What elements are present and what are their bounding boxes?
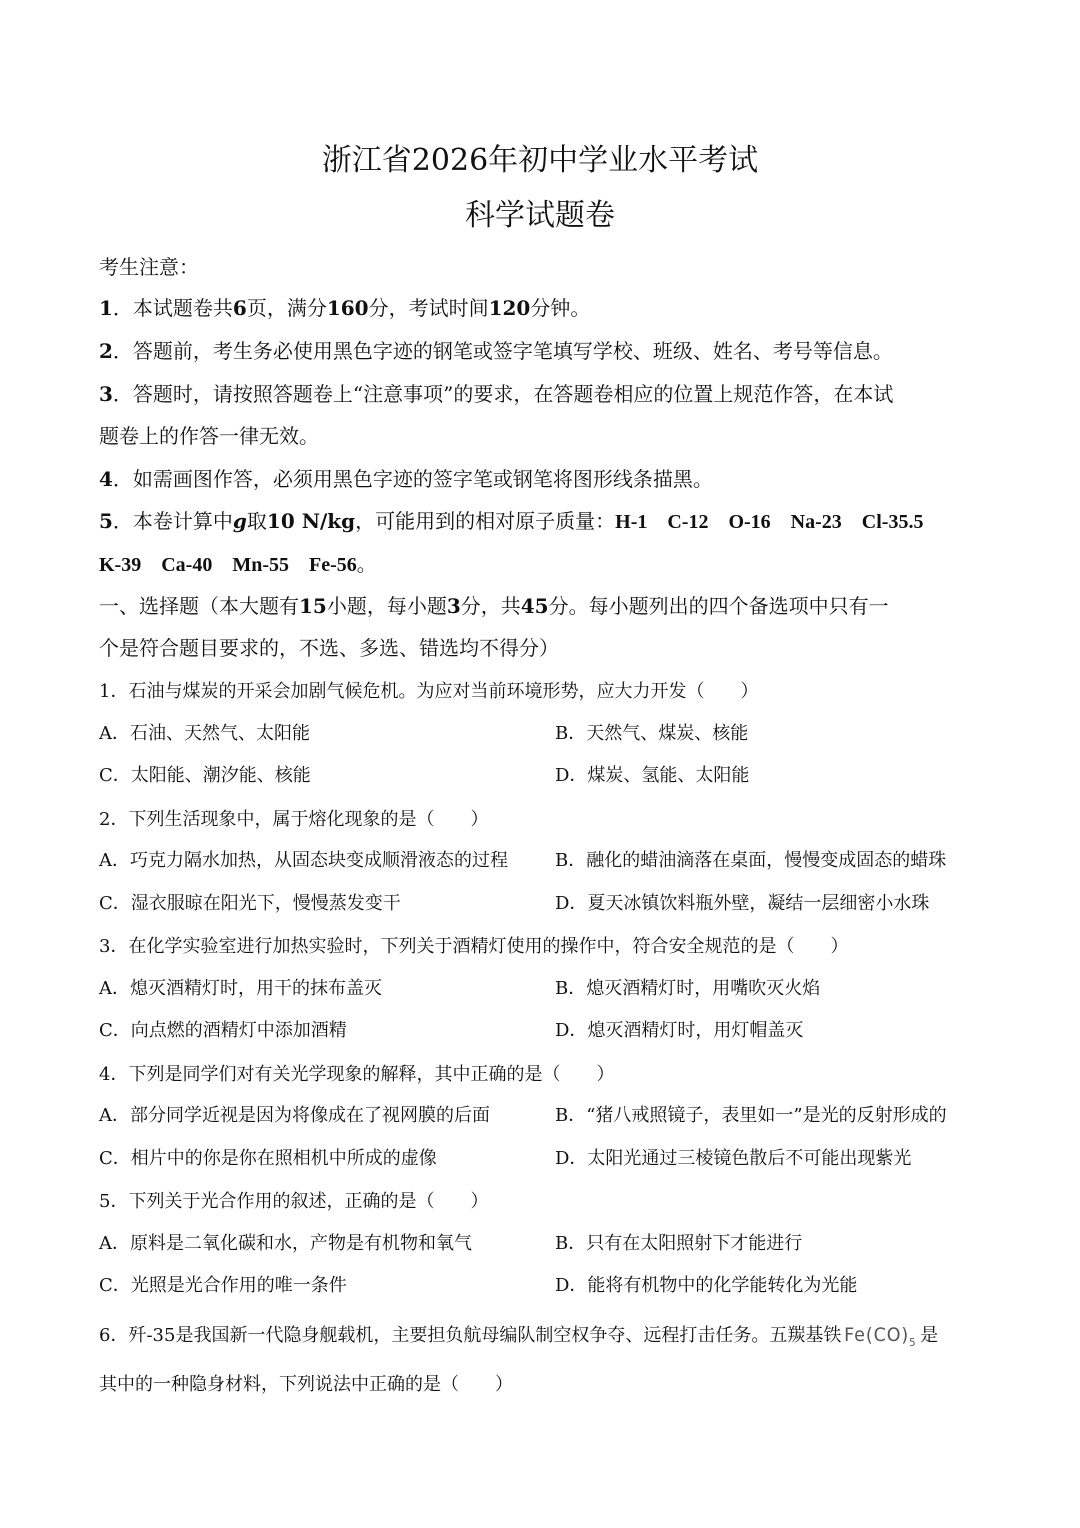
notice-item-5: 5．本卷计算中g取10 N/kg，可能用到的相对原子质量：H-1 C-12 O-16 Na-23 Cl-35.5 (99, 509, 924, 533)
section-heading: 一、选择题（本大题有15小题，每小题3分，共45分。每小题列出的四个备选项中只有一 (99, 594, 889, 618)
notice-item-1: 1．本试题卷共6页，满分160分，考试时间120分钟。 (99, 296, 591, 320)
option-c: C．太阳能、潮汐能、核能 (99, 765, 311, 786)
option-b: B．天然气、煤炭、核能 (555, 723, 749, 744)
notice-item-2: 2．答题前，考生务必使用黑色字迹的钢笔或签字笔填写学校、班级、姓名、考号等信息。 (99, 339, 893, 363)
option-c: C．湿衣服晾在阳光下，慢慢蒸发变干 (99, 893, 401, 914)
option-b: B．“猪八戒照镜子，表里如一”是光的反射形成的 (555, 1105, 947, 1126)
option-b: B．熄灭酒精灯时，用嘴吹灭火焰 (555, 978, 821, 999)
notice-heading: 考生注意： (99, 255, 199, 279)
notice-item-5-cont: K-39 Ca-40 Mn-55 Fe-56。 (99, 552, 377, 576)
question-stem: 3．在化学实验室进行加热实验时，下列关于酒精灯使用的操作中，符合安全规范的是（ ） (99, 936, 849, 957)
question-stem-6: 6．歼-35是我国新一代隐身舰载机，主要担负航母编队制空权争夺、远程打击任务。五羰基铁 $Fe(CO)_5$ 是 (99, 1320, 938, 1358)
question-stem: 5．下列关于光合作用的叙述，正确的是（ ） (99, 1191, 489, 1212)
option-b: B．融化的蜡油滴落在桌面，慢慢变成固态的蜡珠 (555, 850, 947, 871)
option-c: C．向点燃的酒精灯中添加酒精 (99, 1020, 347, 1041)
option-d: D．太阳光通过三棱镜色散后不可能出现紫光 (555, 1148, 912, 1169)
question-stem: 1．石油与煤炭的开采会加剧气候危机。为应对当前环境形势，应大力开发（ ） (99, 681, 759, 702)
question-stem: 4．下列是同学们对有关光学现象的解释，其中正确的是（ ） (99, 1064, 615, 1085)
option-a: A．原料是二氧化碳和水，产物是有机物和氧气 (99, 1233, 472, 1254)
option-a: A．石油、天然气、太阳能 (99, 723, 310, 744)
option-a: A．熄灭酒精灯时，用干的抹布盖灭 (99, 978, 382, 999)
option-d: D．熄灭酒精灯时，用灯帽盖灭 (555, 1020, 804, 1041)
question-stem: 2．下列生活现象中，属于熔化现象的是（ ） (99, 809, 489, 830)
question-stem-6-cont: 其中的一种隐身材料，下列说法中正确的是（ ） (99, 1374, 513, 1395)
option-d: D．夏天冰镇饮料瓶外壁，凝结一层细密小水珠 (555, 893, 930, 914)
chemical-formula: $Fe(CO)_5$ (844, 1324, 917, 1349)
notice-item-3: 3．答题时，请按照答题卷上“注意事项”的要求，在答题卷相应的位置上规范作答，在本试 (99, 382, 894, 406)
option-d: D．煤炭、氢能、太阳能 (555, 765, 750, 786)
section-heading-cont: 个是符合题目要求的，不选、多选、错选均不得分） (99, 636, 559, 660)
option-c: C．相片中的你是你在照相机中所成的虚像 (99, 1148, 437, 1169)
page-subtitle: 科学试题卷 (465, 198, 615, 233)
option-b: B．只有在太阳照射下才能进行 (555, 1233, 803, 1254)
notice-item-4: 4．如需画图作答，必须用黑色字迹的签字笔或钢笔将图形线条描黑。 (99, 467, 713, 491)
option-a: A．部分同学近视是因为将像成在了视网膜的后面 (99, 1105, 490, 1126)
notice-item-3-cont: 题卷上的作答一律无效。 (99, 424, 319, 448)
option-d: D．能将有机物中的化学能转化为光能 (555, 1275, 858, 1296)
option-c: C．光照是光合作用的唯一条件 (99, 1275, 347, 1296)
option-a: A．巧克力隔水加热，从固态块变成顺滑液态的过程 (99, 850, 508, 871)
page-title: 浙江省2026年初中学业水平考试 (321, 143, 759, 178)
